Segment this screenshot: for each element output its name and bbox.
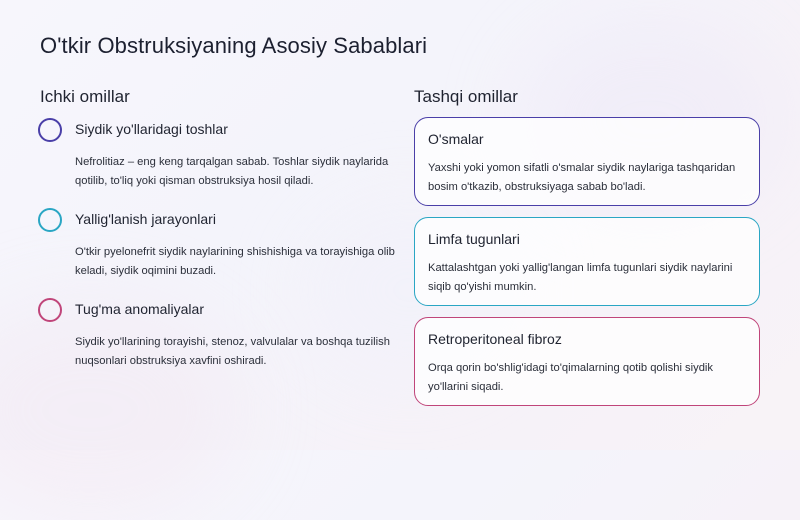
card-description: Kattalashtgan yoki yallig'langan limfa tugunlari siydik naylarini siqib qo'yishi mumkin. (428, 262, 733, 293)
internal-factors-heading: Ichki omillar (40, 87, 130, 106)
card-description: Yaxshi yoki yomon sifatli o'smalar siydik naylariga tashqaridan bosim o'tkazib, obstruksiyaga sabab bo'ladi. (428, 162, 736, 193)
card-description: Orqa qorin bo'shlig'idagi to'qimalarning qotib qolishi siydik yo'llarini siqadi. (428, 362, 714, 393)
card-title: O'smalar (428, 131, 484, 147)
factor-title: Siydik yo'llaridagi toshlar (75, 121, 228, 137)
external-factor-card (414, 317, 760, 406)
card-title: Retroperitoneal fibroz (428, 331, 562, 347)
circle-marker-icon (38, 118, 62, 142)
factor-title: Tug'ma anomaliyalar (75, 301, 204, 317)
circle-marker-icon (38, 208, 62, 232)
factor-title: Yallig'lanish jarayonlari (75, 211, 216, 227)
card-title: Limfa tugunlari (428, 231, 520, 247)
factor-description: Siydik yo'llarining torayishi, stenoz, valvulalar va boshqa tuzilish nuqsonlari obstruksiya xavfini oshiradi. (75, 336, 390, 367)
factor-description: O'tkir pyelonefrit siydik naylarining shishishiga va torayishiga olib keladi, siydik oqimini buzadi. (75, 246, 395, 277)
circle-marker-icon (38, 298, 62, 322)
external-factors-heading: Tashqi omillar (414, 87, 518, 106)
external-factor-card (414, 117, 760, 206)
external-factor-card (414, 217, 760, 306)
slide-title: O'tkir Obstruksiyaning Asosiy Sabablari (40, 33, 428, 58)
factor-description: Nefrolitiaz – eng keng tarqalgan sabab. Toshlar siydik naylarida qotilib, to'liq yoki qisman obstruksiya hosil qiladi. (75, 156, 389, 187)
